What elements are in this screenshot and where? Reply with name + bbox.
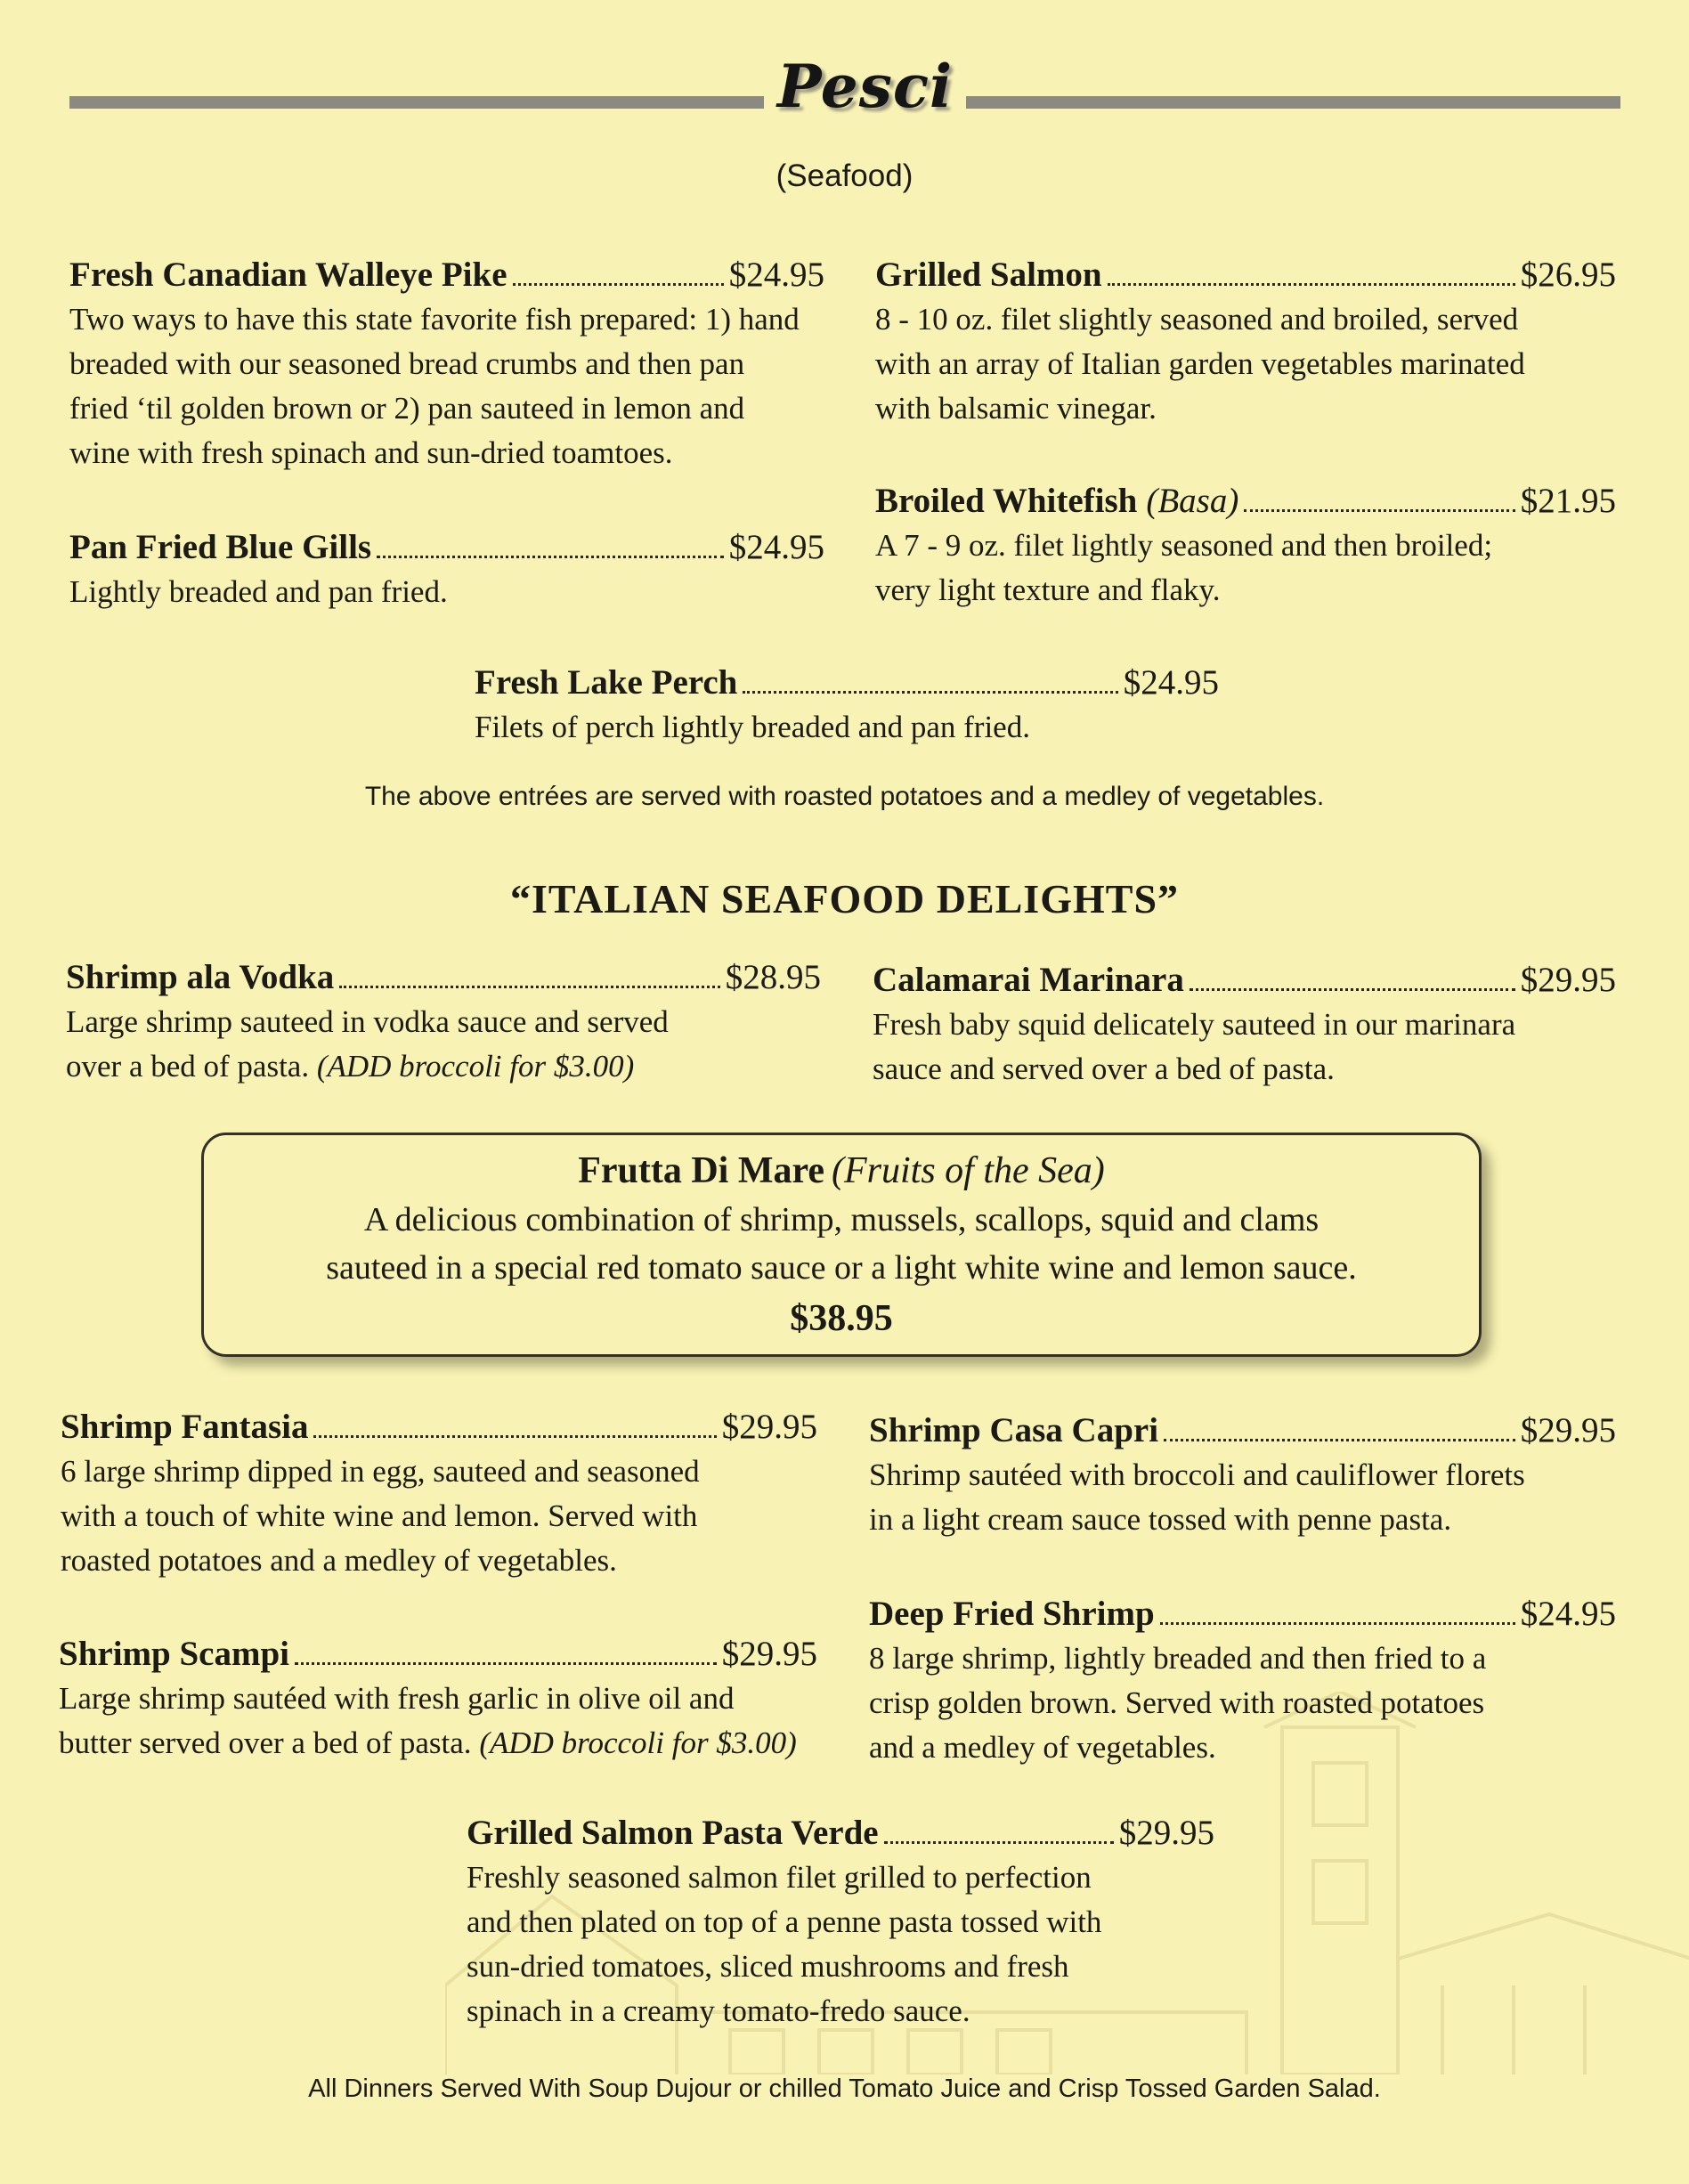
item-description [69,570,824,614]
description-line: sun-dried tomatoes, sliced mushrooms and fresh [467,1949,1069,1984]
description-line: wine with fresh spinach and sun-dried toamtoes. [69,435,673,470]
dot-leader [1164,1439,1515,1441]
item-price: $21.95 [1520,482,1616,520]
dot-leader [377,556,724,558]
dot-leader [1190,988,1515,991]
item-description [59,1677,817,1766]
featured-dish-price: $38.95 [790,1298,893,1339]
item-price: $28.95 [725,958,821,996]
item-description [873,1003,1616,1092]
menu-item-walleye [69,253,824,475]
menu-item-deep-fried-shrimp [869,1592,1616,1770]
menu-item-shrimp-scampi [59,1632,817,1766]
description-line: Freshly seasoned salmon filet grilled to perfection [467,1860,1092,1895]
description-line: Fresh baby squid delicately sauteed in our marinara [873,1007,1516,1042]
menu-item-whitefish [875,479,1616,613]
item-price: $29.95 [1520,1411,1616,1449]
menu-item-grilled-salmon [875,253,1616,431]
dot-leader [1160,1622,1515,1625]
description-line: breaded with our seasoned bread crumbs and then pan [69,346,745,381]
dot-leader [743,691,1117,694]
description-line: sauteed in a special red tomato sauce or a light white wine and lemon sauce. [326,1249,1357,1287]
header-rule-right [966,96,1620,109]
description-line: fried ‘til golden brown or 2) pan sauteed in lemon and [69,391,745,426]
page-title: Pesci [776,52,954,121]
item-price: $29.95 [721,1635,817,1673]
description-line: A delicious combination of shrimp, mussels, scallops, squid and clams [363,1201,1320,1238]
item-description [875,524,1616,613]
item-description [875,297,1616,431]
description-text: over a bed of pasta. [66,1049,310,1084]
item-name: Shrimp Casa Capri [869,1411,1159,1449]
description-line: roasted potatoes and a medley of vegetables. [61,1543,617,1578]
item-price: $24.95 [728,256,824,294]
dot-leader [1108,283,1515,286]
item-price: $29.95 [1520,961,1616,999]
description-line: in a light cream sauce tossed with penne pasta. [869,1502,1452,1537]
item-price: $26.95 [1520,256,1616,294]
featured-dish-description [204,1196,1479,1292]
description-line: 8 - 10 oz. filet slightly seasoned and broiled, served [875,302,1519,337]
description-line [66,1044,821,1089]
featured-dish-title [204,1146,1479,1196]
description-line: Large shrimp sauteed in vodka sauce and served [66,1004,669,1039]
item-name: Grilled Salmon [875,256,1102,294]
dot-leader [295,1662,717,1665]
featured-dish-subtitle: (Fruits of the Sea) [832,1150,1105,1191]
description-line: spinach in a creamy tomato-fredo sauce. [467,1993,970,2028]
addon-note: (ADD broccoli for $3.00) [479,1725,797,1760]
item-description [467,1855,1214,2034]
description-line: very light texture and flaky. [875,572,1221,607]
header-rule-left [69,96,764,109]
dot-leader [339,986,719,988]
item-description [869,1453,1616,1542]
description-line: A 7 - 9 oz. filet lightly seasoned and then broiled; [875,528,1493,563]
description-line: Lightly breaded and pan fried. [69,574,448,609]
menu-item-blue-gills [69,525,824,614]
featured-dish-box [201,1133,1482,1357]
item-name: Shrimp Fantasia [61,1408,309,1446]
dot-leader [884,1841,1114,1844]
section-heading: “ITALIAN SEAFOOD DELIGHTS” [509,876,1180,922]
item-description [66,1000,821,1089]
menu-item-shrimp-casa-capri [869,1409,1616,1542]
item-name: Shrimp ala Vodka [66,958,335,996]
menu-item-shrimp-fantasia [61,1405,817,1583]
description-line [59,1721,817,1766]
description-line: crisp golden brown. Served with roasted potatoes [869,1685,1485,1720]
description-line: Filets of perch lightly breaded and pan fried. [475,710,1030,744]
menu-item-shrimp-vodka [66,955,821,1089]
description-line: with an array of Italian garden vegetables marinated [875,346,1525,381]
item-name: Deep Fried Shrimp [869,1595,1155,1633]
page-subtitle: (Seafood) [775,158,914,193]
item-name: Fresh Canadian Walleye Pike [69,256,508,294]
description-line: Shrimp sautéed with broccoli and cauliflower florets [869,1457,1525,1492]
featured-dish-name: Frutta Di Mare [578,1150,824,1191]
served-with-note: The above entrées are served with roasted potatoes and a medley of vegetables. [364,782,1325,811]
item-name: Pan Fried Blue Gills [69,528,372,566]
item-price: $29.95 [721,1408,817,1446]
description-line: Large shrimp sautéed with fresh garlic in olive oil and [59,1681,735,1716]
item-name: Shrimp Scampi [59,1635,289,1673]
item-price: $24.95 [1123,663,1219,702]
dot-leader [1244,509,1514,512]
item-price: $24.95 [728,528,824,566]
item-description [69,297,824,475]
item-description [61,1449,817,1583]
description-line: with balsamic vinegar. [875,391,1157,426]
description-line: 6 large shrimp dipped in egg, sauteed and seasoned [61,1454,700,1489]
menu-item-calamari [873,958,1616,1092]
description-line: 8 large shrimp, lightly breaded and then fried to a [869,1641,1487,1676]
item-description [475,705,1219,750]
description-line: sauce and served over a bed of pasta. [873,1051,1335,1086]
description-line: Two ways to have this state favorite fish prepared: 1) hand [69,302,800,337]
dot-leader [513,283,724,286]
menu-item-salmon-pasta-verde [467,1811,1214,2034]
description-line: and then plated on top of a penne pasta tossed with [467,1904,1102,1939]
item-note: (Basa) [1146,482,1239,520]
item-name: Grilled Salmon Pasta Verde [467,1814,879,1852]
item-name: Broiled Whitefish [875,482,1138,520]
item-name: Fresh Lake Perch [475,663,738,702]
footer-note: All Dinners Served With Soup Dujour or chilled Tomato Juice and Crisp Tossed Garden Salad. [308,2074,1381,2103]
description-text: butter served over a bed of pasta. [59,1725,472,1760]
item-name: Calamarai Marinara [873,961,1184,999]
description-line: with a touch of white wine and lemon. Served with [61,1498,698,1533]
item-price: $24.95 [1520,1595,1616,1633]
addon-note: (ADD broccoli for $3.00) [316,1049,635,1084]
dot-leader [313,1435,716,1438]
item-price: $29.95 [1118,1814,1214,1852]
item-description [869,1636,1616,1770]
menu-item-lake-perch [475,661,1219,750]
description-line: and a medley of vegetables. [869,1730,1216,1765]
